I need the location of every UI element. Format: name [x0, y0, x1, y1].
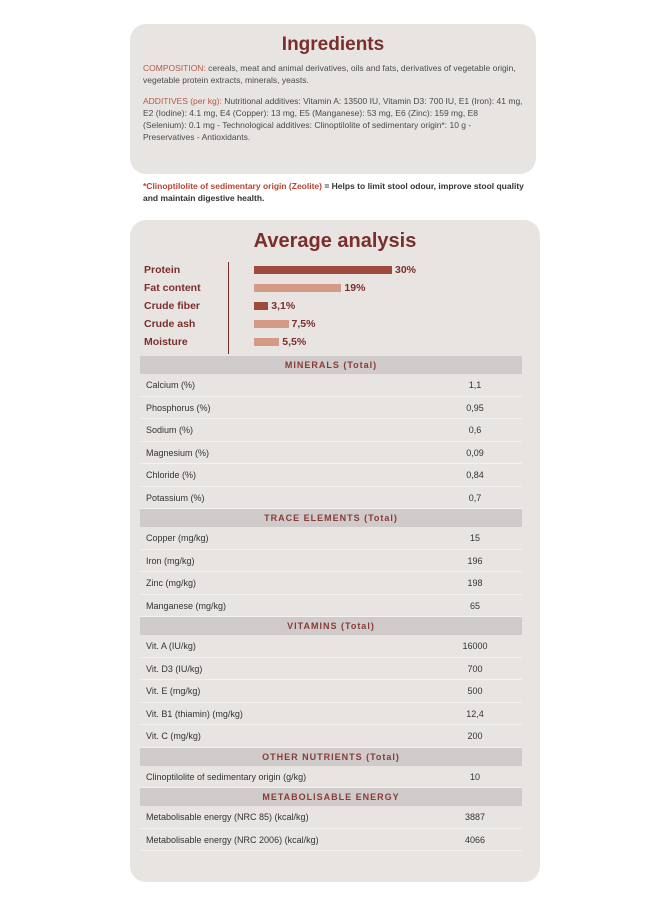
bar-row-crude-ash: [144, 316, 524, 333]
row-value: 12,4: [466, 708, 484, 719]
table-row: [140, 397, 522, 420]
bar-row-moisture: [144, 334, 524, 351]
additives-label: ADDITIVES (per kg):: [143, 96, 222, 106]
bar-value: 30%: [395, 264, 417, 276]
row-label: Potassium (%): [146, 492, 205, 503]
row-value: 0,95: [466, 402, 484, 413]
row-value: 10: [469, 771, 480, 782]
row-value: 200: [467, 731, 483, 741]
ingredients-body: [130, 62, 536, 143]
bar-label: Protein: [144, 264, 181, 276]
bar-label: Moisture: [144, 336, 188, 348]
row-label: Magnesium (%): [146, 447, 210, 458]
composition-text: cereals, meat and animal derivatives, oils and fats, derivatives of vegetable origin, vegetable protein extracts, minerals, yeasts.: [143, 63, 516, 85]
bar-fill: [254, 320, 289, 328]
section-header: METABOLISABLE ENERGY: [140, 788, 522, 806]
row-value: 1,1: [468, 380, 482, 390]
row-value: 0,7: [468, 492, 482, 503]
row-value: 15: [469, 533, 480, 543]
bar-fill: [254, 338, 279, 346]
table-row: [140, 527, 522, 550]
analysis-bar-chart: [130, 262, 540, 356]
row-value: 0,09: [466, 447, 484, 458]
bar-fill: [254, 284, 341, 292]
row-value: 0,6: [468, 425, 482, 435]
row-value: 196: [467, 555, 483, 566]
bar-row-fat-content: [144, 280, 524, 297]
section-header: TRACE ELEMENTS (Total): [140, 509, 522, 527]
table-row: [140, 829, 522, 852]
row-label: Manganese (mg/kg): [146, 600, 227, 611]
bar-label: Fat content: [144, 282, 201, 294]
bar-value: 5,5%: [282, 336, 307, 348]
table-row: [140, 806, 522, 829]
table-row: [140, 658, 522, 681]
table-row: [140, 635, 522, 658]
row-label: Vit. B1 (thiamin) (mg/kg): [146, 708, 243, 719]
row-label: Vit. E (mg/kg): [146, 686, 201, 696]
table-row: [140, 572, 522, 595]
bar-fill: [254, 302, 268, 310]
table-row: [140, 680, 522, 703]
row-label: Vit. A (IU/kg): [146, 641, 196, 651]
table-row: [140, 442, 522, 465]
zeolite-note: [143, 180, 533, 204]
section-header: OTHER NUTRIENTS (Total): [140, 748, 522, 766]
row-label: Chloride (%): [146, 470, 197, 480]
table-row: [140, 725, 522, 748]
row-label: Metabolisable energy (NRC 85) (kcal/kg): [146, 812, 309, 822]
bar-fill: [254, 266, 392, 274]
row-value: 0,84: [466, 470, 484, 480]
bar-label: Crude fiber: [144, 300, 201, 312]
table-row: [140, 464, 522, 487]
zeolite-note-text: = Helps to limit stool odour, improve stool quality and maintain digestive health.: [143, 181, 524, 203]
bar-value: 19%: [344, 282, 366, 294]
composition-paragraph: [143, 62, 523, 86]
additives-text: Nutritional additives: Vitamin A: 13500 IU, Vitamin D3: 700 IU, E1 (Iron): 41 mg, E2 (Iodine): 4.1 mg, E4 (Copper): 13 mg, E5 (Manganese): 53 mg, E6 (Zinc): 159 mg, E8 (Selenium): 0.1 mg - Technological additives: Clinoptilolite of sedimentary origin*: 10 g - Preservatives - Antioxidants.: [143, 96, 523, 142]
row-label: Clinoptilolite of sedimentary origin (g/kg): [146, 771, 307, 782]
row-value: 65: [469, 600, 480, 611]
additives-paragraph: [143, 95, 523, 143]
row-value: 16000: [462, 641, 488, 651]
nutrient-table: [140, 356, 522, 851]
composition-label: COMPOSITION:: [143, 63, 206, 73]
ingredients-card: [130, 24, 536, 174]
ingredients-title: Ingredients: [281, 34, 385, 55]
table-row: [140, 703, 522, 726]
row-value: 198: [467, 578, 483, 588]
row-label: Metabolisable energy (NRC 2006) (kcal/kg): [146, 834, 319, 845]
row-value: 4066: [464, 834, 486, 845]
row-value: 500: [467, 686, 483, 696]
section-header: MINERALS (Total): [140, 356, 522, 374]
row-value: 700: [467, 663, 483, 674]
row-label: Vit. C (mg/kg): [146, 731, 201, 741]
row-label: Iron (mg/kg): [146, 555, 195, 566]
row-label: Vit. D3 (IU/kg): [146, 663, 203, 674]
table-row: [140, 766, 522, 789]
row-label: Calcium (%): [146, 380, 196, 390]
bar-row-crude-fiber: [144, 298, 524, 315]
row-label: Copper (mg/kg): [146, 533, 209, 543]
table-row: [140, 419, 522, 442]
table-row: [140, 595, 522, 618]
row-value: 3887: [464, 812, 486, 822]
bar-label: Crude ash: [144, 318, 196, 330]
zeolite-note-highlight: *Clinoptilolite of sedimentary origin (Zeolite): [143, 181, 322, 191]
bar-row-protein: [144, 262, 524, 279]
table-row: [140, 487, 522, 510]
bar-value: 7,5%: [291, 318, 316, 330]
analysis-title: Average analysis: [253, 230, 417, 252]
row-label: Zinc (mg/kg): [146, 578, 197, 588]
row-label: Sodium (%): [146, 425, 194, 435]
section-header: VITAMINS (Total): [140, 617, 522, 635]
row-label: Phosphorus (%): [146, 402, 211, 413]
table-row: [140, 550, 522, 573]
analysis-card: [130, 220, 540, 882]
bar-value: 3,1%: [271, 300, 296, 312]
table-row: [140, 374, 522, 397]
